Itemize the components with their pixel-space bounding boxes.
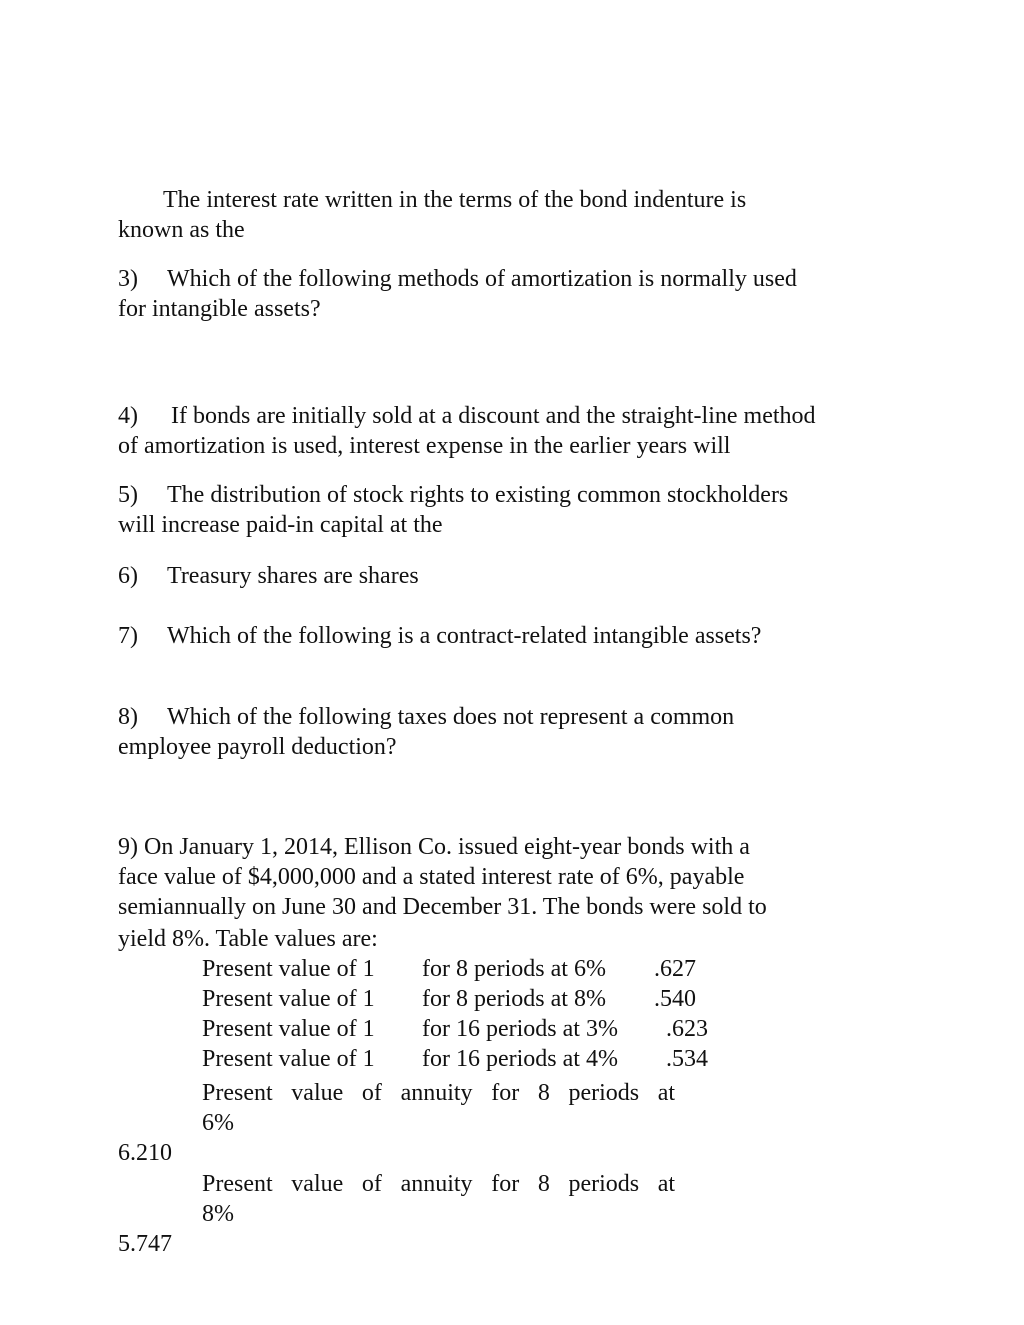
annuity-row-1-text: [202, 1078, 675, 1108]
question-number: 5): [118, 482, 138, 508]
annuity-word: annuity: [400, 1171, 473, 1197]
annuity-word: at: [657, 1080, 676, 1106]
question-4-line-1: [118, 401, 816, 431]
question-text: The distribution of stock rights to existing common stockholders: [167, 482, 789, 508]
question-text: Which of the following is a contract-related intangible assets?: [167, 623, 762, 649]
question-9-line-2: face value of $4,000,000 and a stated interest rate of 6%, payable: [118, 864, 745, 890]
annuity-word: periods: [568, 1080, 640, 1106]
question-text: If bonds are initially sold at a discount and the straight-line method: [171, 403, 816, 429]
pv-value: .623: [666, 1016, 708, 1042]
question-number: 7): [118, 623, 138, 649]
question-3-line-2: for intangible assets?: [118, 296, 321, 322]
annuity-word: value: [291, 1080, 344, 1106]
question-9-line-4: yield 8%. Table values are:: [118, 926, 378, 952]
question-number: 6): [118, 563, 138, 589]
pv-value: .534: [666, 1046, 708, 1072]
annuity-word: at: [657, 1171, 676, 1197]
question-text: Which of the following taxes does not represent a common: [167, 704, 735, 730]
intro-line-2: known as the: [118, 217, 245, 243]
pv-description: for 16 periods at 4%: [422, 1046, 618, 1072]
pv-value: .540: [654, 986, 696, 1012]
question-3-line-1: [118, 264, 797, 294]
annuity-word: Present: [202, 1080, 273, 1106]
annuity-row-2-value: 5.747: [118, 1231, 172, 1257]
question-5-line-1: [118, 480, 789, 510]
annuity-row-1-rate: 6%: [202, 1110, 234, 1136]
question-text: Which of the following methods of amortization is normally used: [167, 266, 797, 292]
pv-description: for 8 periods at 6%: [422, 956, 606, 982]
pv-description: for 8 periods at 8%: [422, 986, 606, 1012]
question-5-line-2: will increase paid-in capital at the: [118, 512, 443, 538]
question-text: Treasury shares are shares: [167, 563, 419, 589]
question-number: 8): [118, 704, 138, 730]
question-8-line-2: employee payroll deduction?: [118, 734, 397, 760]
annuity-word: for: [491, 1171, 520, 1197]
annuity-word: 8: [537, 1171, 550, 1197]
pv-value: .627: [654, 956, 696, 982]
question-number: 3): [118, 266, 138, 292]
pv-label: Present value of 1: [202, 956, 375, 982]
annuity-word: of: [361, 1080, 382, 1106]
pv-description: for 16 periods at 3%: [422, 1016, 618, 1042]
question-8-line-1: [118, 702, 735, 732]
annuity-word: annuity: [400, 1080, 473, 1106]
question-4-line-2: of amortization is used, interest expense in the earlier years will: [118, 433, 731, 459]
pv-label: Present value of 1: [202, 986, 375, 1012]
pv-label: Present value of 1: [202, 1046, 375, 1072]
annuity-word: periods: [568, 1171, 640, 1197]
annuity-word: Present: [202, 1171, 273, 1197]
annuity-word: value: [291, 1171, 344, 1197]
question-7-line-1: [118, 621, 762, 651]
pv-label: Present value of 1: [202, 1016, 375, 1042]
annuity-row-1-value: 6.210: [118, 1140, 172, 1166]
annuity-word: 8: [537, 1080, 550, 1106]
question-6-line-1: [118, 561, 419, 591]
question-9-line-3: semiannually on June 30 and December 31. The bonds were sold to: [118, 894, 767, 920]
annuity-row-2-rate: 8%: [202, 1201, 234, 1227]
annuity-word: for: [491, 1080, 520, 1106]
question-9-line-1: 9) On January 1, 2014, Ellison Co. issued eight-year bonds with a: [118, 834, 750, 860]
annuity-word: of: [361, 1171, 382, 1197]
question-number: 4): [118, 403, 138, 429]
intro-line-1: The interest rate written in the terms of the bond indenture is: [163, 187, 747, 213]
annuity-row-2-text: [202, 1169, 675, 1199]
